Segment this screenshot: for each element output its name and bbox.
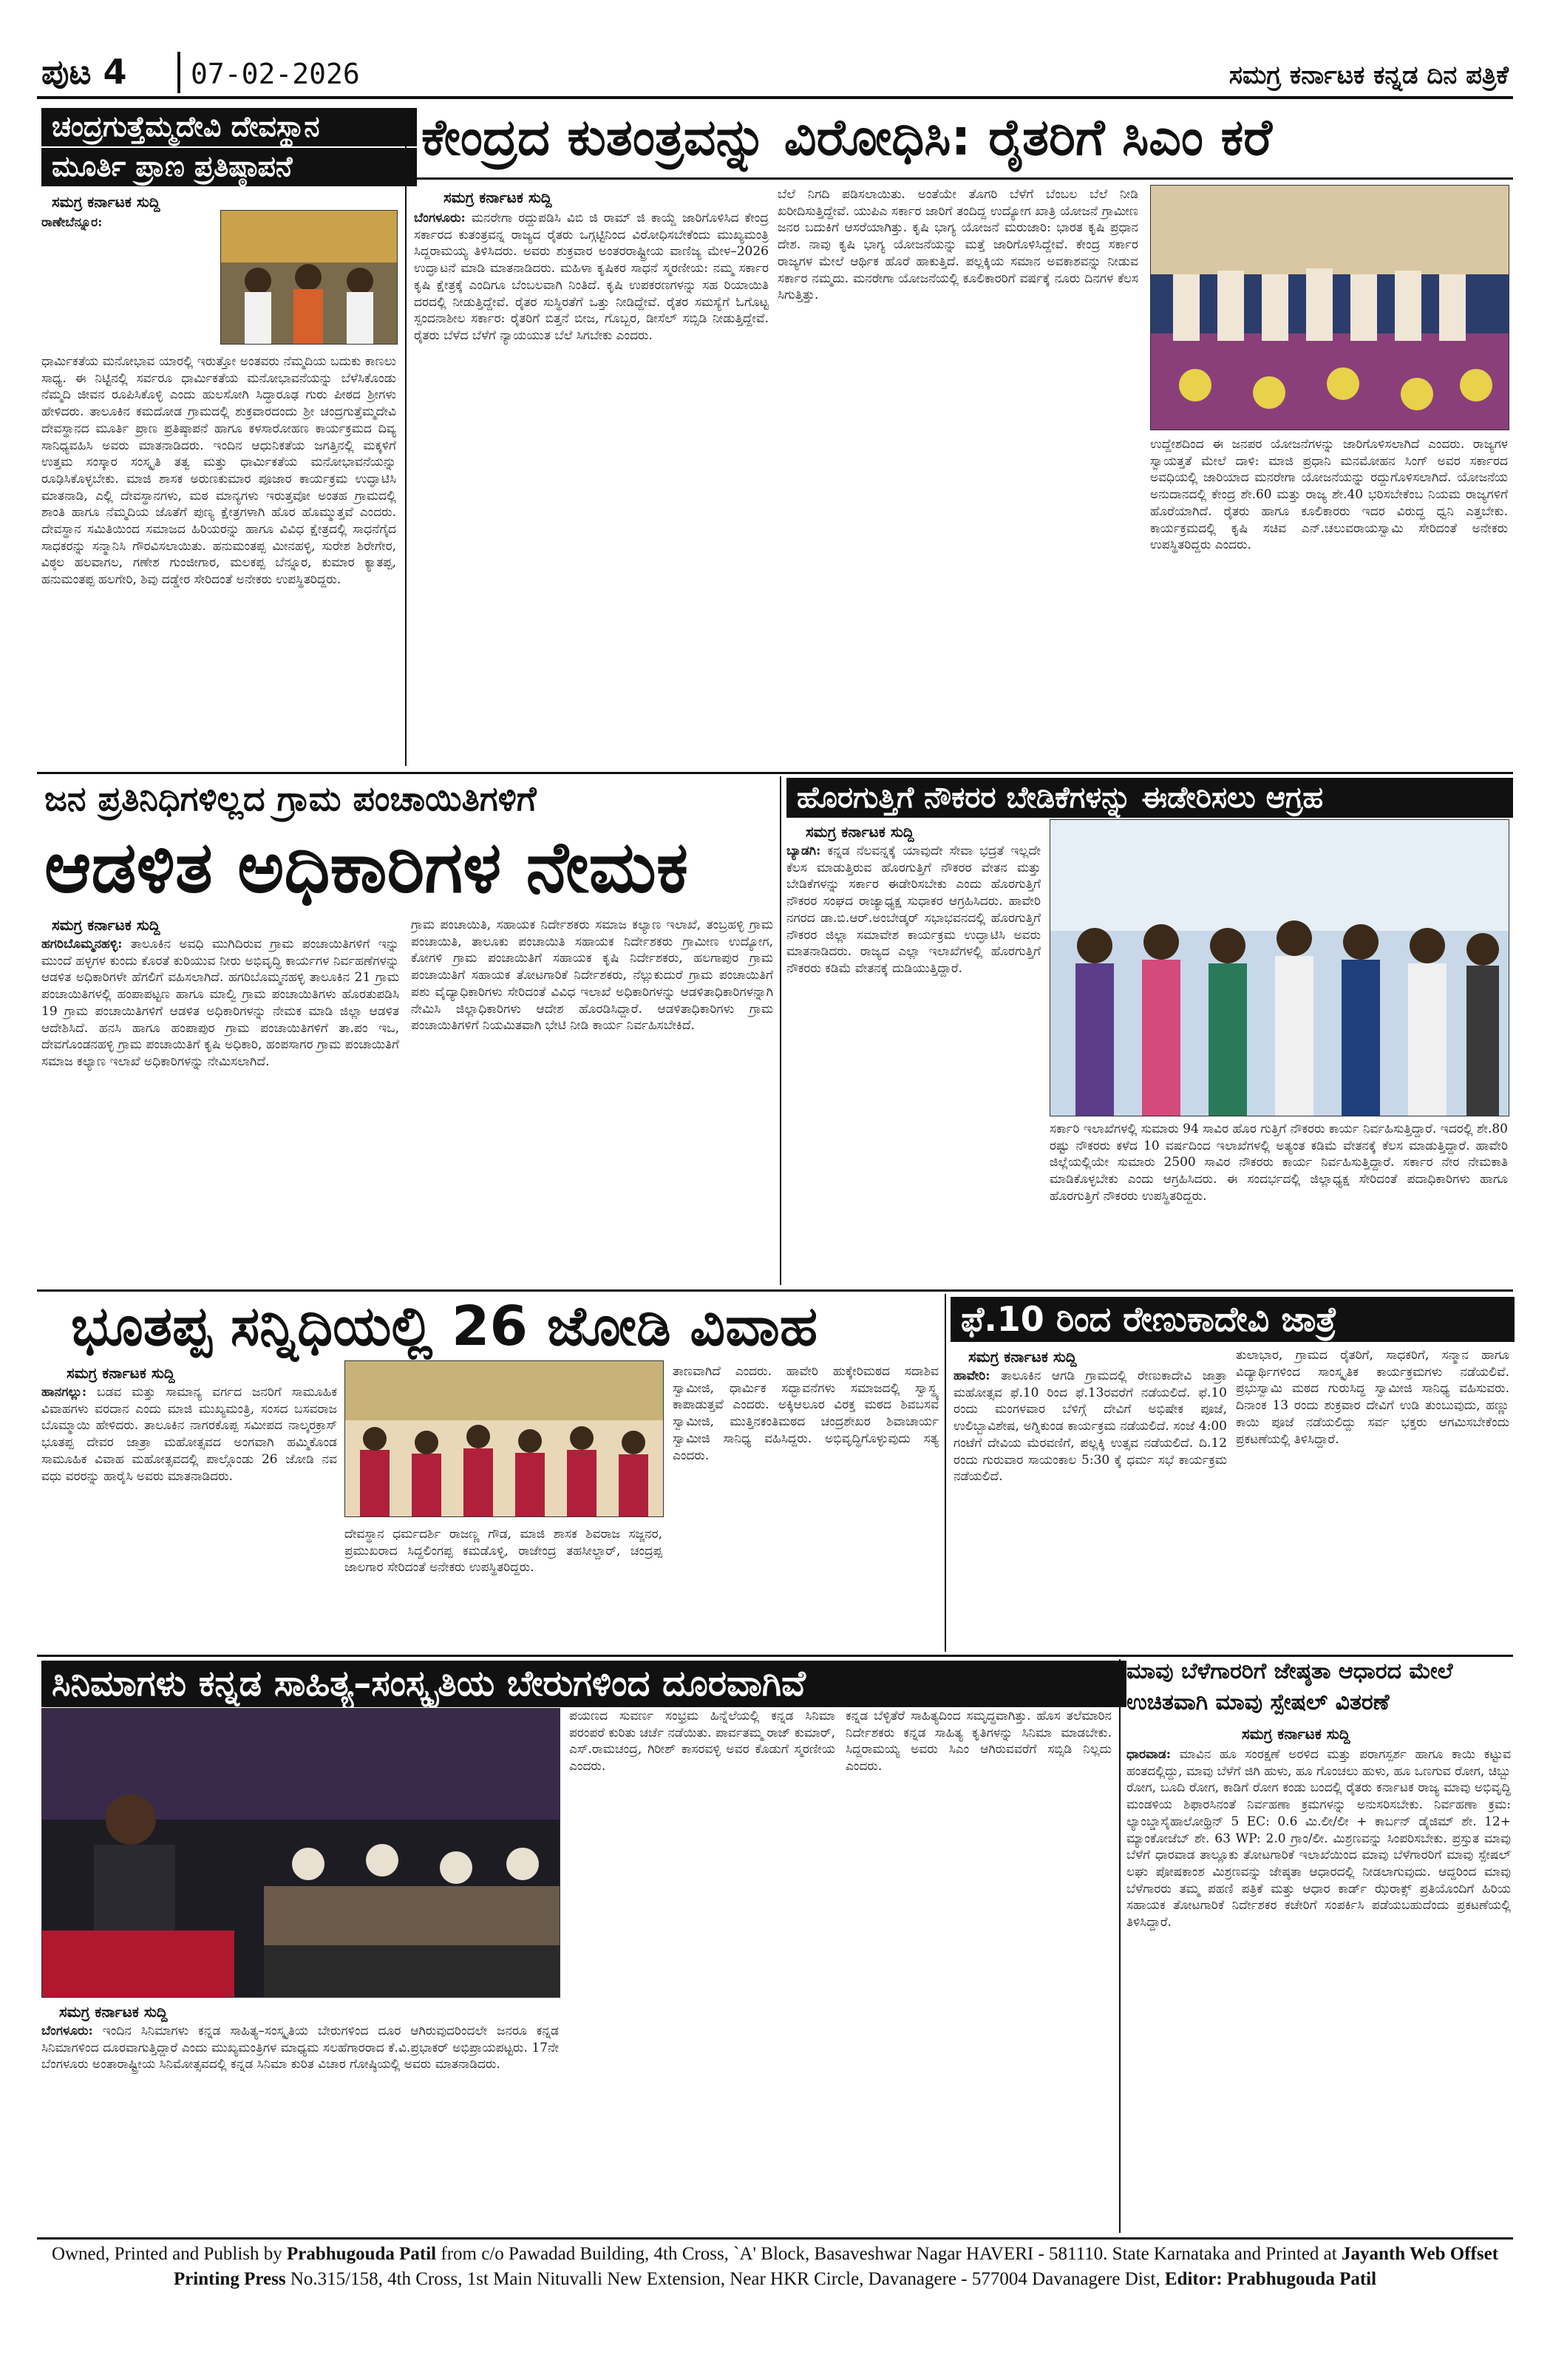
footer-address: from c/o Pawadad Building, 4th Cross, `A' Block, Basaveshwar Nagar HAVERI - 581110. State Karnataka and Printed at bbox=[436, 2244, 1342, 2264]
cm-dateline: ಬೆಂಗಳೂರು: bbox=[414, 211, 466, 226]
renuka-col1-text: ತಾಲೂಕಿನ ಆಗಡಿ ಗ್ರಾಮದಲ್ಲಿ ರೇಣುಕಾದೇವಿ ಜಾತ್ರಾ ಮಹೋತ್ಸವ ಫೆ.10 ರಿಂದ ಫೆ.13ರವರೆಗೆ ನಡೆಯಲಿದೆ. ಫೆ.10 ರಂದು ಮಂಗಳವಾರ ಬೆಳಿಗ್ಗೆ ದೇವಿಗೆ ಅಭಿಷೇಕ ಪೂಜೆ, ಉಲಿಬ್ಬಾವಿಶೇಷ, ಅಗ್ನಿಕುಂಡ ಕಾರ್ಯಕ್ರಮ ನಡೆಯಲಿದೆ. ಸಂಜೆ 4:00 ಗಂಟೆಗೆ ದೇವಿಯ ಮೆರವಣಿಗೆ, ಪಲ್ಲಕ್ಕಿ ಉತ್ಸವ ನಡೆಯಲಿದೆ. ದಿ.12 ರಂದು ಗುರುವಾರ ಸಾಯಂಕಾಲ 5:30 ಕ್ಕೆ ಧರ್ಮ ಸಭೆ ಕಾರ್ಯಕ್ರಮ ನಡೆಯಲಿದೆ. bbox=[954, 1369, 1227, 1485]
renuka-dateline: ಹಾವೇರಿ: bbox=[954, 1369, 990, 1383]
cinema-col2: ಪಯಣದ ಸುವರ್ಣ ಸಂಭ್ರಮ ಹಿನ್ನೆಲೆಯಲ್ಲಿ ಕನ್ನಡ ಸಿನಿಮಾ ಪರಂಪರೆ ಕುರಿತು ಚರ್ಚೆ ನಡೆಯಿತು. ಪಾರ್ವತಮ್ಮ ರಾಜ್ ಕುಮಾರ್, ಎಸ್.ರಾಮಚಂದ್ರ, ಗಿರೀಶ್ ಕಾಸರವಳ್ಳಿ ಅವರ ಕೊಡುಗೆ ಸ್ಮರಣೀಯ ಎಂದರು. bbox=[569, 1709, 835, 1774]
wedding-credit: ಸಮಗ್ರ ಕರ್ನಾಟಕ ಸುದ್ದಿ bbox=[67, 1364, 175, 1382]
paper-name: ಸಮಗ್ರ ಕರ್ನಾಟಕ ಕನ್ನಡ ದಿನ ಪತ್ರಿಕೆ bbox=[1228, 61, 1509, 90]
renuka-col1 bbox=[954, 1368, 1227, 1650]
outsource-dateline: ಬ್ಯಾಡಗಿ: bbox=[786, 844, 821, 858]
renuka-headline: ಫೆ.10 ರಿಂದ ರೇಣುಕಾದೇವಿ ಜಾತ್ರೆ bbox=[951, 1297, 1515, 1342]
wedding-col3: ದೇವಸ್ಥಾನ ಧರ್ಮದರ್ಶಿ ರಾಜಣ್ಣ ಗೌಡ, ಮಾಜಿ ಶಾಸಕ ಶಿವರಾಜ ಸಜ್ಜನರ, ಪ್ರಮುಖರಾದ ಸಿದ್ದಲಿಂಗಪ್ಪ ಕಮಡೊಳ್ಳಿ, ರಾಜೇಂದ್ರ ತಹಸೀಲ್ದಾರ್, ಚಂದ್ರಪ್ಪ ಜಾಲಗಾರ ಸೇರಿದಂತೆ ಅನೇಕರು ಉಪಸ್ಥಿತರಿದ್ದರು. bbox=[344, 1527, 662, 1576]
temple-headline-line2: ಮೂರ್ತಿ ಪ್ರಾಣ ಪ್ರತಿಷ್ಠಾಪನೆ bbox=[41, 148, 417, 186]
temple-headline-line1: ಚಂದ್ರಗುತ್ತೆಮ್ಮದೇವಿ ದೇವಸ್ಥಾನ bbox=[41, 108, 417, 146]
wedding-headline: ಭೂತಪ್ಪ ಸನ್ನಿಧಿಯಲ್ಲಿ 26 ಜೋಡಿ ವಿವಾಹ bbox=[71, 1295, 818, 1358]
footer-press-address: No.315/158, 4th Cross, 1st Main Nituvalli New Extension, Near HKR Circle, Davanagere - 577004 Davanagere Dist, bbox=[285, 2269, 1165, 2289]
column-rule-3 bbox=[945, 1294, 946, 1652]
mango-credit: ಸಮಗ್ರ ಕರ್ನಾಟಕ ಸುದ್ದಿ bbox=[1242, 1725, 1350, 1743]
mango-body-text: ಮಾವಿನ ಹೂ ಸಂರಕ್ಷಣೆ ಅರಳಿದ ಮತ್ತು ಪರಾಗಸ್ಪರ್ಶ ಹಾಗೂ ಕಾಯಿ ಕಟ್ಟುವ ಹಂತದಲ್ಲಿದ್ದು, ಮಾವು ಬೆಳೆಗೆ ಜಿಗಿ ಹುಳು, ಹೂ ಗೊಂಚಲು ಹುಳು, ಹೂ ಒಣಗುವ ರೋಗ, ಚಿಬ್ಬು ರೋಗ, ಬೂದಿ ರೋಗ, ಕಾಡಿಗೆ ರೋಗ ಕಂಡು ಬಂದಲ್ಲಿ ರೈತರು ಕರ್ನಾಟಕ ರಾಜ್ಯ ಮಾವು ಅಭಿವೃದ್ಧಿ ಮಂಡಳಿಯ ಶಿಫಾರಸಿನಂತೆ ನಿರ್ವಹಣಾ ಕ್ರಮಗಳನ್ನು ಅನುಸರಿಸಬೇಕು. ನಿರ್ವಹಣಾ ಕ್ರಮ: ಲ್ಯಾಂಬ್ಡಾಸೈಹಾಲೋಥ್ರಿನ್ 5 EC: 0.6 ಮಿ.ಲೀ/ಲೀ + ಕಾರ್ಬನ್ ಡೈಜಿಮ್ ಶೇ. 12+ ಮ್ಯಾಂಕೋಜೆಬ್ ಶೇ. 63 WP: 2.0 ಗ್ರಾಂ/ಲೀ. ಮಿಶ್ರಣವನ್ನು ಸಿಂಪರಿಸಬೇಕು. ಪ್ರಸ್ತುತ ಮಾವು ಬೆಳೆಗೆ ಧಾರವಾಡ ತಾಲ್ಲೂಕು ತೋಟಗಾರಿಕೆ ಇಲಾಖೆಯಿಂದ ಮಾವು ಬೆಳೆಗಾರರಿಗೆ ಮಾವು ಸ್ಪೇಷಲ್ ಲಘು ಪೋಷಕಾಂಶ ಮಿಶ್ರಣವನ್ನು ಜೇಷ್ಠತಾ ಆಧಾರದಲ್ಲಿ ನೀಡಲಾಗುವುದು. ಆದ್ದರಿಂದ ಮಾವು ಬೆಳೆಗಾರರು ತಮ್ಮ ಪಹಣಿ ಪತ್ರಿಕೆ ಮತ್ತು ಆಧಾರ ಕಾರ್ಡ್ ಝೆರಾಕ್ಸ್ ಪ್ರತಿಯೊಂದಿಗೆ ಹಿರಿಯ ಸಹಾಯಕ ತೋಟಗಾರಿಕೆ ನಿರ್ದೇಶಕರ ಕಚೇರಿಗೆ ಸಂಪರ್ಕಿಸಿ ಪಡೆಯಬಹುದೆಂದು ಪ್ರಕಟಣೆಯಲ್ಲಿ ತಿಳಿಸಿದ್ದಾರೆ. bbox=[1126, 1747, 1511, 1930]
mango-headline-line2: ಉಚಿತವಾಗಿ ಮಾವು ಸ್ಪೇಷಲ್ ವಿತರಣೆ bbox=[1126, 1689, 1390, 1715]
section-rule-3 bbox=[37, 1655, 1513, 1657]
cm-headline: ಕೇಂದ್ರದ ಕುತಂತ್ರವನ್ನು ವಿರೋಧಿಸಿ: ರೈತರಿಗೆ ಸಿಎಂ ಕರೆ bbox=[421, 109, 1272, 167]
outsource-col1 bbox=[786, 843, 1041, 1152]
cinema-col1 bbox=[41, 2023, 559, 2230]
cm-col2: ಬೆಲೆ ನಿಗದಿ ಪಡಿಸಲಾಯಿತು. ಅಂತೆಯೇ ತೊಗರಿ ಬೆಳೆಗೆ ಬೆಂಬಲ ಬೆಲೆ ನೀಡಿ ಖರೀದಿಸುತ್ತಿದ್ದೇವೆ. ಯುಪಿಎ ಸರ್ಕಾರ ಜಾರಿಗೆ ತಂದಿದ್ದ ಉದ್ಯೋಗ ಖಾತ್ರಿ ಯೋಜನೆ ಗ್ರಾಮೀಣ ಜನರ ಬದುಕಿಗೆ ಆಸರೆಯಾಗಿತ್ತು. ಕೃಷಿ ಭಾಗ್ಯ ಯೋಜನೆ ಮರುಜಾರಿ: ಭಾರತ ಕೃಷಿ ಪ್ರಧಾನ ದೇಶ. ನಾವು ಕೃಷಿ ಭಾಗ್ಯ ಯೋಜನೆಯನ್ನು ಮತ್ತೆ ಜಾರಿಗೊಳಿಸಿದ್ದೇವೆ. ಕೇಂದ್ರ ಸರ್ಕಾರ ರಾಜ್ಯಗಳ ಮೇಲೆ ಆರ್ಥಿಕ ಹೊರೆ ಹಾಕುತ್ತಿದೆ. ಪಲ್ಲಕ್ಕಿಯ ಸಮಾನ ಅವಕಾಶವನ್ನು ನೀಡುವ ಸರ್ಕಾರ ನಮ್ಮದು. ಮನರೇಗಾ ಯೋಜನೆಯಲ್ಲಿ ಕೂಲಿಕಾರರಿಗೆ ವರ್ಷಕ್ಕೆ ನೂರು ದಿನಗಳ ಕೆಲಸ ಸಿಗುತ್ತಿತ್ತು. bbox=[778, 187, 1138, 303]
panchayat-dateline: ಹಗರಿಬೊಮ್ಮನಹಳ್ಳಿ: bbox=[41, 937, 123, 952]
section-rule-2 bbox=[37, 1289, 1513, 1292]
panchayat-headline-large: ಆಡಳಿತ ಅಧಿಕಾರಿಗಳ ನೇಮಕ bbox=[44, 826, 689, 909]
cinema-credit: ಸಮಗ್ರ ಕರ್ನಾಟಕ ಸುದ್ದಿ bbox=[59, 2003, 168, 2021]
column-rule-2 bbox=[780, 776, 781, 1285]
cinema-col3: ಕನ್ನಡ ಬೆಳ್ಳಿತೆರೆ ಸಾಹಿತ್ಯದಿಂದ ಸಮೃದ್ಧವಾಗಿತ್ತು. ಹೊಸ ತಲೆಮಾರಿನ ನಿರ್ದೇಶಕರು ಕನ್ನಡ ಸಾಹಿತ್ಯ ಕೃತಿಗಳನ್ನು ಸಿನಿಮಾ ಮಾಡಬೇಕು. ಸಿದ್ದರಾಮಯ್ಯ ಅವರು ಸಿಎಂ ಆಗಿರುವವರೆಗೆ ಸಬ್ಸಿಡಿ ನಿಲ್ಲದು ಎಂದರು. bbox=[846, 1709, 1112, 1774]
panchayat-col2: ಗ್ರಾಮ ಪಂಚಾಯಿತಿ, ಸಹಾಯಕ ನಿರ್ದೇಶಕರು ಸಮಾಜ ಕಲ್ಯಾಣ ಇಲಾಖೆ, ತಂಬ್ರಹಳ್ಳಿ ಗ್ರಾಮ ಪಂಚಾಯಿತಿ, ತಾಲೂಕು ಪಂಚಾಯಿತಿ ಸಹಾಯಕ ನಿರ್ದೇಶಕರು ಗ್ರಾಮೀಣ ಉದ್ಯೋಗ, ಕೋಗಳಿ ಗ್ರಾಮ ಪಂಚಾಯಿತಿಗೆ ಸಹಾಯಕ ಕೃಷಿ ನಿರ್ದೇಶಕರು, ಹಲಗಾಪುರ ಗ್ರಾಮ ಪಂಚಾಯಿತಿಗೆ ಸಹಾಯಕ ತೋಟಗಾರಿಕೆ ನಿರ್ದೇಶಕರು, ನೆಲ್ಲುಕುದುರೆ ಗ್ರಾಮ ಪಂಚಾಯಿತಿಗೆ ಪಶು ವೈದ್ಯಾಧಿಕಾರಿಗಳು ಸೇರಿದಂತೆ ವಿವಿಧ ಇಲಾಖೆ ಅಧಿಕಾರಿಗಳನ್ನು ಆಡಳಿತಾಧಿಕಾರಿಗಳನ್ನಾಗಿ ನೇಮಿಸಿ ಜಿಲ್ಲಾಧಿಕಾರಿಗಳು ಆದೇಶ ಹೊರಡಿಸಿದ್ದಾರೆ. ಆಡಳಿತಾಧಿಕಾರಿಗಳು ಗ್ರಾಮ ಪಂಚಾಯಿತಿಗಳಿಗೆ ನಿಯಮಿತವಾಗಿ ಭೇಟಿ ನೀಡಿ ಕಾರ್ಯ ನಿರ್ವಹಿಸಬೇಕಿದೆ. bbox=[411, 918, 773, 1034]
column-rule bbox=[405, 108, 407, 766]
renuka-col2: ತುಲಾಭಾರ, ಗ್ರಾಮದ ರೈತರಿಗೆ, ಸಾಧಕರಿಗೆ, ಸನ್ಮಾನ ಹಾಗೂ ವಿದ್ಯಾರ್ಥಿಗಳಿಂದ ಸಾಂಸ್ಕೃತಿಕ ಕಾರ್ಯಕ್ರಮಗಳು ನಡೆಯಲಿವೆ. ಪ್ರಭುಸ್ವಾಮಿ ಮಠದ ಗುರುಸಿದ್ಧ ಸ್ವಾಮೀಜಿ ಸಾನಿಧ್ಯ ವಹಿಸುವರು. ದಿನಾಂಕ 13 ರಂದು ಶುಕ್ರವಾರ ದೇವಿಗೆ ಉಡಿ ತುಂಬುವುದು, ಹಣ್ಣು ಕಾಯಿ ಪೂಜೆ ನಡೆಯಲಿದ್ದು ಸರ್ವ ಭಕ್ತರು ಆಗಮಿಸಬೇಕೆಂದು ಪ್ರಕಟಣೆಯಲ್ಲಿ ತಿಳಿಸಿದ್ದಾರೆ. bbox=[1236, 1348, 1509, 1447]
panchayat-credit: ಸಮಗ್ರ ಕರ್ನಾಟಕ ಸುದ್ದಿ bbox=[52, 916, 160, 934]
cm-credit: ಸಮಗ್ರ ಕರ್ನಾಟಕ ಸುದ್ದಿ bbox=[443, 189, 552, 206]
page-date: 07-02-2026 bbox=[191, 58, 360, 90]
mango-body bbox=[1126, 1746, 1511, 2231]
column-rule-4 bbox=[1119, 1659, 1121, 2233]
wedding-col2: ತಾಣವಾಗಿದೆ ಎಂದರು. ಹಾವೇರಿ ಹುಕ್ಕೇರಿಮಠದ ಸದಾಶಿವ ಸ್ವಾಮೀಜಿ, ಧಾರ್ಮಿಕ ಸದ್ಭಾವನೆಗಳು ಸಮಾಜದಲ್ಲಿ ಸ್ವಾಸ್ಥ್ಯ ಕಾಪಾಡುತ್ತವೆ ಎಂದರು. ಅಕ್ಕಿಆಲೂರ ವಿರಕ್ತ ಮಠದ ಶಿವಬಸವ ಸ್ವಾಮೀಜಿ, ಮುತ್ತಿನಕಂತಿಮಠದ ಚಂದ್ರಶೇಖರ ಶಿವಾಚಾರ್ಯ ಸ್ವಾಮೀಜಿ ಸಾನಿಧ್ಯ ವಹಿಸಿದ್ದರು. ಅಭಿವೃದ್ಧಿಗೊಳ್ಳುವುದು ಸತ್ಯ ಎಂದರು. bbox=[673, 1364, 939, 1463]
panchayat-col1-text: ತಾಲೂಕಿನ ಅವಧಿ ಮುಗಿದಿರುವ ಗ್ರಾಮ ಪಂಚಾಯಿತಿಗಳಿಗೆ ಇನ್ನು ಮುಂದೆ ಹಳ್ಳಗಳ ಕುಂದು ಕೊರತೆ ಕುರಿಯುವ ನೀರು ಅಭಿವೃದ್ಧಿ ಕಾರ್ಯಗಳ ನಿರ್ವಹಣೆಗಳನ್ನು ಆಡಳಿತ ಅಧಿಕಾರಿಗಳೇ ಹೆಗಲಿಗೆ ವಹಿಸಲಾಗಿದೆ. ಹಗರಿಬೊಮ್ಮನಹಳ್ಳಿ ತಾಲೂಕಿನ 21 ಗ್ರಾಮ ಪಂಚಾಯಿತಿಗಳಲ್ಲಿ ಹಂಪಾಪಟ್ಟಣ ಹಾಗೂ ಮಾಲ್ವಿ ಗ್ರಾಮ ಪಂಚಾಯಿತಿಗಳು ಹೊರತುಪಡಿಸಿ 19 ಗ್ರಾಮ ಪಂಚಾಯಿತಿಗಳಿಗೆ ಆಡಳಿತ ಅಧಿಕಾರಿಗಳನ್ನು ನೇಮಕ ಮಾಡಿ ಜಿಲ್ಲಾ ಆಡಳಿತ ಆದೇಶಿಸಿದೆ. ಹನಸಿ ಹಾಗೂ ಹಂಪಾಪುರ ಗ್ರಾಮ ಪಂಚಾಯಿತಿಗಳಿಗೆ ತಾ.ಪಂ ಇಒ, ದೇವಗೊಂಡನಹಳ್ಳಿ ಗ್ರಾಮ ಪಂಚಾಯಿತಿಗೆ ಕೃಷಿ ಅಧಿಕಾರಿ, ಹಂಪಸಾಗರ ಗ್ರಾಮ ಪಂಚಾಯಿತಿಗೆ ಸಮಾಜ ಕಲ್ಯಾಣ ಇಲಾಖೆ ಅಧಿಕಾರಿಗಳನ್ನು ನೇಮಿಸಲಾಗಿದೆ. bbox=[41, 937, 399, 1069]
cinema-photo bbox=[41, 1708, 560, 1998]
cinema-col1-text: ಇಂದಿನ ಸಿನಿಮಾಗಳು ಕನ್ನಡ ಸಾಹಿತ್ಯ–ಸಂಸ್ಕೃತಿಯ ಬೇರುಗಳಿಂದ ದೂರ ಆಗಿರುವುದರಿಂದಲೇ ಜನರೂ ಕನ್ನಡ ಸಿನಿಮಾಗಳಿಂದ ದೂರವಾಗುತ್ತಿದ್ದಾರೆ ಎಂದು ಮುಖ್ಯಮಂತ್ರಿಗಳ ಮಾಧ್ಯಮ ಸಲಹೆಗಾರರಾದ ಕೆ.ವಿ.ಪ್ರಭಾಕರ್ ಅಭಿಪ್ರಾಯಪಟ್ಟರು. 17ನೇ ಬೆಂಗಳೂರು ಅಂತಾರಾಷ್ಟ್ರೀಯ ಸಿನಿಮೋತ್ಸವದಲ್ಲಿ ಕನ್ನಡ ಸಿನಿಮಾ ಕುರಿತ ವಿಚಾರ ಗೋಷ್ಠಿಯಲ್ಲಿ ಅವರು ಮಾತನಾಡಿದರು. bbox=[41, 2024, 559, 2072]
imprint-footer bbox=[37, 2242, 1513, 2292]
outsource-col1-text: ಕನ್ನಡ ನೆಲವನ್ನಕ್ಕೆ ಯಾವುದೇ ಸೇವಾ ಭದ್ರತೆ ಇಲ್ಲದೇ ಕೆಲಸ ಮಾಡುತ್ತಿರುವ ಹೊರಗುತ್ತಿಗೆ ನೌಕರರ ವೇತನ ಮತ್ತು ಬೇಡಿಕೆಗಳನ್ನು ಸರ್ಕಾರ ಈಡೇರಿಸಬೇಕು ಎಂದು ಹೊರಗುತ್ತಿಗೆ ನೌಕರರ ಸಂಘದ ರಾಜ್ಯಾಧ್ಯಕ್ಷ ಸುಧಾಕರ ಆಗ್ರಹಿಸಿದರು. ಹಾವೇರಿ ನಗರದ ಡಾ.ಬಿ.ಆರ್.ಅಂಬೇಡ್ಕರ್ ಸಭಾಭವನದಲ್ಲಿ ಹೊರಗುತ್ತಿಗೆ ನೌಕರರ ಜಿಲ್ಲಾ ಸಮಾವೇಶ ಕಾರ್ಯಕ್ರಮ ಉದ್ಘಾಟಿಸಿ ಅವರು ಮಾತನಾಡಿದರು. ರಾಜ್ಯದ ಎಲ್ಲಾ ಇಲಾಖೆಗಳಲ್ಲಿ ಹೊರಗುತ್ತಿಗೆ ನೌಕರರು ಕಡಿಮೆ ವೇತನಕ್ಕೆ ದುಡಿಯುತ್ತಿದ್ದಾರೆ. bbox=[786, 844, 1041, 976]
cm-col1-text: ಮನರೇಗಾ ರದ್ದುಪಡಿಸಿ ವಿಬಿ ಜಿ ರಾಮ್ ಜಿ ಕಾಯ್ದೆ ಜಾರಿಗೊಳಿಸಿದ ಕೇಂದ್ರ ಸರ್ಕಾರದ ಕುತಂತ್ರವನ್ನ ರಾಜ್ಯದ ರೈತರು ಒಗ್ಗಟ್ಟಿನಿಂದ ವಿರೋಧಿಸಬೇಕೆಂದು ಮುಖ್ಯಮಂತ್ರಿ ಸಿದ್ದರಾಮಯ್ಯ ತಿಳಿಸಿದರು. ಅವರು ಶುಕ್ರವಾರ ಅಂತರರಾಷ್ಟ್ರೀಯ ವಾಣಿಜ್ಯ ಮೇಳ–2026 ಉದ್ಘಾಟನೆ ಮಾಡಿ ಮಾತನಾಡಿದರು. ಮಹಿಳಾ ಕೃಷಿಕರ ಸಾಧನೆ ಸ್ಮರಣೀಯ: ನಮ್ಮ ಸರ್ಕಾರ ಕೃಷಿ ಕ್ಷೇತ್ರಕ್ಕೆ ಎಂದಿಗೂ ಬೆಂಬಲವಾಗಿ ನಿಂತಿದೆ. ಕೃಷಿ ಉಪಕರಣಗಳನ್ನು ಸಹ ರಿಯಾಯಿತಿ ದರದಲ್ಲಿ ನೀಡುತ್ತಿದ್ದೇವೆ. ರೈತರ ಸುಸ್ಥಿರತೆಗೆ ಒತ್ತು ನೀಡಿದ್ದೇವೆ. ರೈತರ ಸಮಸ್ಯೆಗೆ ಓಗೊಟ್ಟ ಸ್ಪಂದನಾಶೀಲ ಸರ್ಕಾರ: ರೈತರಿಗೆ ಬಿತ್ತನೆ ಬೀಜ, ಗೊಬ್ಬರ, ಡೀಸೆಲ್ ಸಬ್ಸಿಡಿ ನೀಡುತ್ತಿದ್ದೇವೆ. ರೈತರು ಬೆಳೆದ ಬೆಳೆಗೆ ನ್ಯಾಯಯುತ ಬೆಲೆ ಸಿಗಬೇಕು ಎಂದರು. bbox=[414, 211, 769, 343]
footer-editor: Editor: Prabhugouda Patil bbox=[1164, 2269, 1377, 2289]
outsource-credit: ಸಮಗ್ರ ಕರ್ನಾಟಕ ಸುದ್ದಿ bbox=[806, 823, 914, 841]
cm-headline-rule bbox=[414, 177, 1513, 180]
temple-photo bbox=[220, 210, 398, 345]
temple-dateline: ರಾಣೇಬೆನ್ನೂರ: bbox=[41, 215, 103, 230]
wedding-photo bbox=[344, 1360, 664, 1517]
temple-credit: ಸಮಗ್ರ ಕರ್ನಾಟಕ ಸುದ್ದಿ bbox=[52, 193, 160, 211]
footer-owner: Prabhugouda Patil bbox=[287, 2244, 437, 2264]
temple-body-a bbox=[41, 237, 213, 347]
outsource-col2: ಸರ್ಕಾರಿ ಇಲಾಖೆಗಳಲ್ಲಿ ಸುಮಾರು 94 ಸಾವಿರ ಹೊರ ಗುತ್ತಿಗೆ ನೌಕರರು ಕಾರ್ಯ ನಿರ್ವಹಿಸುತ್ತಿದ್ದಾರೆ. ಇದರಲ್ಲಿ ಶೇ.80 ರಷ್ಟು ನೌಕರರು ಕಳೆದ 10 ವರ್ಷದಿಂದ ಇಲಾಖೆಗಳಲ್ಲಿ ಅತ್ಯಂತ ಕಡಿಮೆ ವೇತನಕ್ಕೆ ಕೆಲಸ ಮಾಡುತ್ತಿದ್ದಾರೆ. ಹಾವೇರಿ ಜಿಲ್ಲೆಯಲ್ಲಿಯೇ ಸುಮಾರು 2500 ಸಾವಿರ ನೌಕರರು ಕಾರ್ಯ ನಿರ್ವಹಿಸುತ್ತಿದ್ದಾರೆ. ಸರ್ಕಾರ ನೇರ ನೇಮಕಾತಿ ಮಾಡಿಕೊಳ್ಳಬೇಕು ಎಂದು ಆಗ್ರಹಿಸಿದರು. ಈ ಸಂದರ್ಭದಲ್ಲಿ ಜಿಲ್ಲಾಧ್ಯಕ್ಷ ಸೇರಿದಂತೆ ಪದಾಧಿಕಾರಿಗಳು ಹಾಗೂ ಹೊರಗುತ್ತಿಗೆ ನೌಕರರು ಉಪಸ್ಥಿತರಿದ್ದರು. bbox=[1050, 1122, 1508, 1204]
outsource-headline: ಹೊರಗುತ್ತಿಗೆ ನೌಕರರ ಬೇಡಿಕೆಗಳನ್ನು ಈಡೇರಿಸಲು ಆಗ್ರಹ bbox=[786, 778, 1513, 818]
footer-printer: Jayanth Web Offset Printing Press bbox=[173, 2244, 1499, 2289]
section-rule-1 bbox=[37, 772, 1513, 774]
wedding-col1-text: ಬಡವ ಮತ್ತು ಸಾಮಾನ್ಯ ವರ್ಗದ ಜನರಿಗೆ ಸಾಮೂಹಿಕ ವಿವಾಹಗಳು ವರದಾನ ಎಂದು ಮಾಜಿ ಮುಖ್ಯಮಂತ್ರಿ, ಸಂಸದ ಬಸವರಾಜ ಬೊಮ್ಮಾಯಿ ಹೇಳಿದರು. ತಾಲೂಕಿನ ನಾಗರಕೊಪ್ಪ ಸಮೀಪದ ನಾಲ್ಕರಕ್ರಾಸ್ ಭೂತಪ್ಪ ದೇವರ ಜಾತ್ರಾ ಮಹೋತ್ಸವದ ಅಂಗವಾಗಿ ಹಮ್ಮಿಕೊಂಡ ಸಾಮೂಹಿಕ ವಿವಾಹ ಮಹೋತ್ಸವದಲ್ಲಿ ಪಾಲ್ಗೊಂಡು 26 ಜೋಡಿ ನವ ವಧು ವರರನ್ನು ಹಾರೈಸಿ ಅವರು ಮಾತನಾಡಿದರು. bbox=[41, 1385, 337, 1484]
cm-photo bbox=[1150, 185, 1509, 430]
masthead-separator bbox=[177, 52, 180, 93]
masthead-rule bbox=[37, 96, 1513, 99]
renuka-credit: ಸಮಗ್ರ ಕರ್ನಾಟಕ ಸುದ್ದಿ bbox=[968, 1348, 1077, 1366]
footer-prefix: Owned, Printed and Publish by bbox=[51, 2244, 287, 2264]
outsource-photo bbox=[1050, 819, 1509, 1116]
cinema-dateline: ಬೆಂಗಳೂರು: bbox=[41, 2024, 93, 2038]
mango-dateline: ಧಾರವಾಡ: bbox=[1126, 1747, 1171, 1762]
cinema-headline: ಸಿನಿಮಾಗಳು ಕನ್ನಡ ಸಾಹಿತ್ಯ–ಸಂಸ್ಕೃತಿಯ ಬೇರುಗಳಿಂದ ದೂರವಾಗಿವೆ bbox=[41, 1661, 1126, 1707]
wedding-dateline: ಹಾನಗಲ್ಲು: bbox=[41, 1385, 87, 1400]
panchayat-headline-small: ಜನ ಪ್ರತಿನಿಧಿಗಳಿಲ್ಲದ ಗ್ರಾಮ ಪಂಚಾಯಿತಿಗಳಿಗೆ bbox=[44, 779, 537, 818]
temple-body: ಧಾರ್ಮಿಕತೆಯ ಮನೋಭಾವ ಯಾರಲ್ಲಿ ಇರುತ್ತೋ ಅಂತವರು ನೆಮ್ಮದಿಯ ಬದುಕು ಕಾಣಲು ಸಾಧ್ಯ. ಈ ನಿಟ್ಟಿನಲ್ಲಿ ಸರ್ವರೂ ಧಾರ್ಮಿಕತೆಯ ಮನೋಭಾವನೆಯನ್ನು ಬೆಳೆಸಿಕೊಂಡು ನೆಮ್ಮದಿ ಜೀವನ ರೂಪಿಸಿಕೊಳ್ಳಿ ಎಂದು ಹುಲಸೋಗಿ ಸಿದ್ಧಾರೂಢ ಗುರು ಪೀಠದ ಶ್ರೀಗಳು ಹೇಳಿದರು. ತಾಲೂಕಿನ ಕಮದೋಡ ಗ್ರಾಮದಲ್ಲಿ ಶುಕ್ರವಾರದಂದು ಶ್ರೀ ಚಂದ್ರಗುತ್ತೆಮ್ಮದೇವಿ ದೇವಸ್ಥಾನದ ಮೂರ್ತಿ ಪ್ರಾಣ ಪ್ರತಿಷ್ಠಾಪನೆ ಹಾಗೂ ಕಳಸಾರೋಹಣ ಕಾರ್ಯಕ್ರಮದ ದಿವ್ಯ ಸಾನಿಧ್ಯವಹಿಸಿ ಅವರು ಮಾತನಾಡಿದರು. ಇಂದಿನ ಆಧುನಿಕತೆಯ ಜಗತ್ತಿನಲ್ಲಿ ಮಕ್ಕಳಿಗೆ ಉತ್ತಮ ಸಂಸ್ಕಾರ ಸಂಸ್ಕೃತಿ ತತ್ವ ಮತ್ತು ಧಾರ್ಮಿಕತೆಯ ಮನೋಭಾವನೆಯನ್ನು ರೂಢಿಸಿಕೊಳ್ಳಬೇಕು. ಮಾಜಿ ಶಾಸಕ ಅರುಣಕುಮಾರ ಪೂಜಾರ ಕಾರ್ಯಕ್ರಮ ಉದ್ಘಾಟಿಸಿ ಮಾತನಾಡಿ, ಎಲ್ಲಿ ದೇವಸ್ಥಾನಗಳು, ಮಠ ಮಾನ್ಯಗಳು ಇರುತ್ತವೋ ಅಂತಹ ಗ್ರಾಮದಲ್ಲಿ ಶಾಂತಿ ಹಾಗೂ ನೆಮ್ಮದಿಯ ಜೊತೆಗೆ ಪುಣ್ಯ ಕ್ಷೇತ್ರಗಳಾಗಿ ಹೊರ ಹೊಮ್ಮುತ್ತವೆ ಎಂದರು. ದೇವಸ್ಥಾನ ಸಮಿತಿಯಿಂದ ಸಮಾಜದ ಹಿರಿಯರನ್ನು ಹಾಗೂ ವಿವಿಧ ಕ್ಷೇತ್ರದಲ್ಲಿ ಸಾಧನೆಗೈದ ಸಾಧಕರನ್ನು ಸನ್ಮಾನಿಸಿ ಗೌರವಿಸಲಾಯಿತು. ಹನುಮಂತಪ್ಪ ಮೀನಹಳ್ಳಿ, ಸುರೇಶ ಶಿರೇಗೇರ, ವಿಠ್ಠಲ ಹಲವಾಗಲ, ಗಣೇಶ ಗುಂಜೀಗಾರ, ಮಲಕಪ್ಪ ಬೆನ್ನೂರ, ಕುಮಾರ ಕ್ಯಾತಪ್ಪ, ಹನುಮಂತಪ್ಪ ಹಲಗೇರಿ, ಶಿವು ದಡ್ಡೇರ ಸೇರಿದಂತೆ ಅನೇಕರು ಉಪಸ್ಥಿತರಿದ್ದರು. bbox=[41, 354, 396, 588]
cm-col1 bbox=[414, 210, 769, 766]
page-label: ಪುಟ 4 bbox=[41, 52, 127, 92]
mango-headline-line1: ಮಾವು ಬೆಳೆಗಾರರಿಗೆ ಜೇಷ್ಠತಾ ಆಧಾರದ ಮೇಲೆ bbox=[1126, 1658, 1453, 1684]
panchayat-col1 bbox=[41, 936, 399, 1284]
cm-col3: ಉದ್ದೇಶದಿಂದ ಈ ಜನಪರ ಯೋಜನೆಗಳನ್ನು ಜಾರಿಗೊಳಿಸಲಾಗಿದೆ ಎಂದರು. ರಾಜ್ಯಗಳ ಸ್ವಾಯತ್ತತೆ ಮೇಲೆ ದಾಳಿ: ಮಾಜಿ ಪ್ರಧಾನಿ ಮನಮೋಹನ ಸಿಂಗ್ ಅವರ ಸರ್ಕಾರದ ಅವಧಿಯಲ್ಲಿ ಜಾರಿಯಾದ ಮನರೇಗಾ ಯೋಜನೆಯನ್ನು ರದ್ದುಗೊಳಿಸಲಾಗಿದೆ. ಯೋಜನೆಯ ಅನುದಾನದಲ್ಲಿ ಕೇಂದ್ರ ಶೇ.60 ಮತ್ತು ರಾಜ್ಯ ಶೇ.40 ಭರಿಸಬೇಕೆಂಬ ನಿಯಮ ರಾಜ್ಯಗಳಿಗೆ ಹೊರೆಯಾಗಿದೆ. ರೈತರು ಹಾಗೂ ಕೂಲಿಕಾರರು ಇದರ ವಿರುದ್ಧ ಧ್ವನಿ ಎತ್ತಬೇಕು. ಕಾರ್ಯಕ್ರಮದಲ್ಲಿ ಕೃಷಿ ಸಚಿವ ಎನ್.ಚಲುವರಾಯಸ್ವಾಮಿ ಸೇರಿದಂತೆ ಅನೇಕರು ಉಪಸ್ಥಿತರಿದ್ದರು ಎಂದರು. bbox=[1150, 437, 1508, 553]
footer-rule bbox=[37, 2237, 1513, 2240]
wedding-col1 bbox=[41, 1384, 337, 1650]
